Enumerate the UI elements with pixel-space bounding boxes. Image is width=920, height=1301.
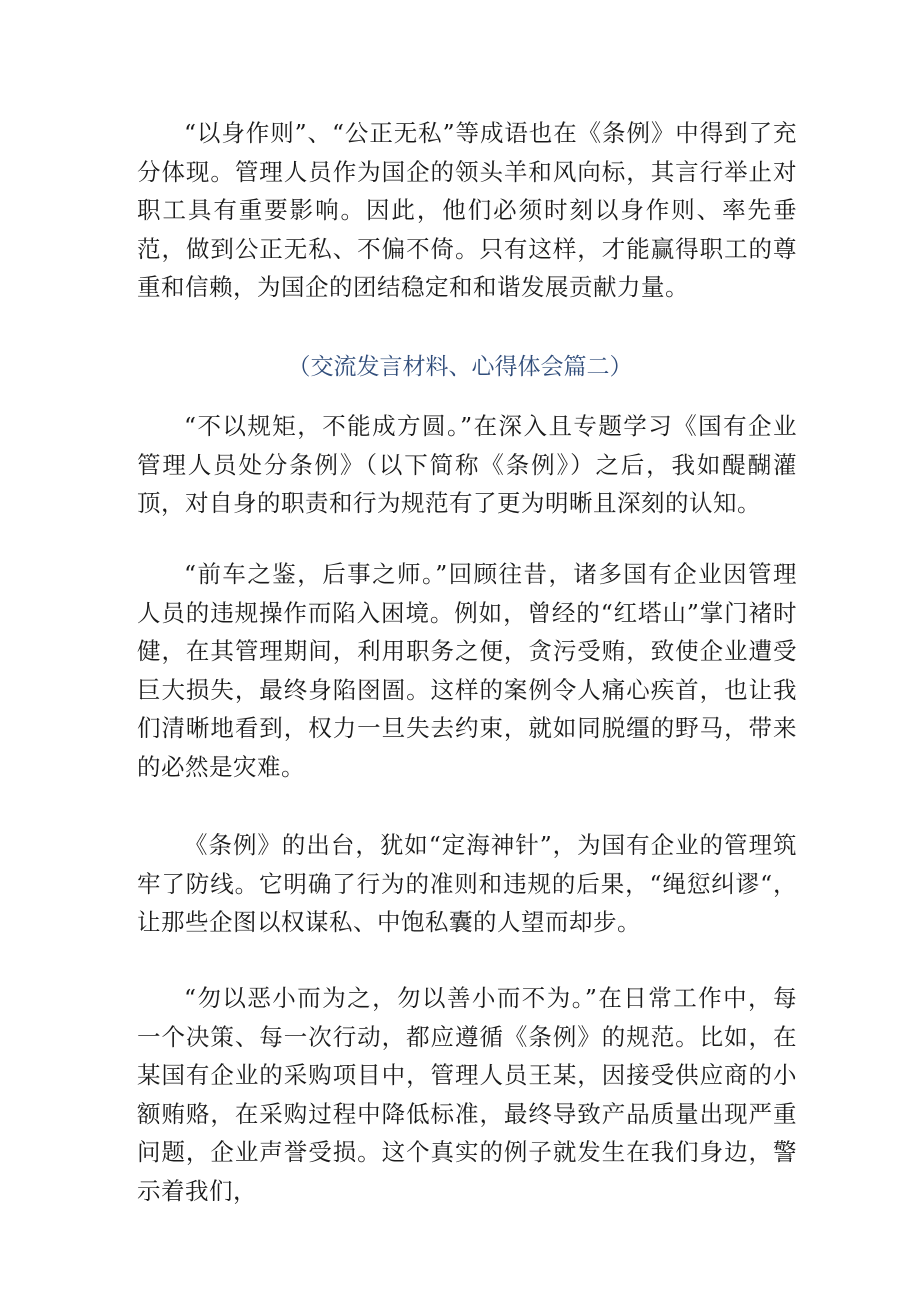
paragraph-lessons-from-past: “前车之鉴，后事之师。”回顾往昔，诸多国有企业因管理人员的违规操作而陷入困境。例如，曾经的“红塔山”掌门褚时健，在其管理期间，利用职务之便，贪污受贿，致使企业遭受巨大损失，最终身陷囹圄。这样的案例令人痛心疾首，也让我们清晰地看到，权力一旦失去约束，就如同脱缰的野马，带来的必然是灾难。 (137, 560, 797, 781)
paragraph-exemplary-conduct: “以身作则”、“公正无私”等成语也在《条例》中得到了充分体现。管理人员作为国企的领头羊和风向标，其言行举止对职工具有重要影响。因此，他们必须时刻以身作则、率先垂范，做到公正无私、不偏不倚。只有这样，才能赢得职工的尊重和信赖，为国企的团结稳定和和谐发展贡献力量。 (137, 119, 797, 302)
section-heading: （交流发言材料、心得体会篇二） (287, 354, 633, 380)
paragraph-study-regulations: “不以规矩，不能成方圆。”在深入且专题学习《国有企业管理人员处分条例》（以下简称《条例》）之后，我如醍醐灌顶，对自身的职责和行为规范有了更为明晰且深刻的认知。 (137, 412, 797, 518)
paragraph-regulation-defense: 《条例》的出台，犹如“定海神针”，为国有企业的管理筑牢了防线。它明确了行为的准则和违规的后果，“绳愆纠谬“，让那些企图以权谋私、中饱私囊的人望而却步。 (137, 831, 797, 937)
paragraph-daily-work: “勿以恶小而为之，勿以善小而不为。”在日常工作中，每一个决策、每一次行动，都应遵循《条例》的规范。比如，在某国有企业的采购项目中，管理人员王某，因接受供应商的小额贿赂，在采购过程中降低标准，最终导致产品质量出现严重问题，企业声誉受损。这个真实的例子就发生在我们身边，警示着我们， (137, 984, 797, 1205)
